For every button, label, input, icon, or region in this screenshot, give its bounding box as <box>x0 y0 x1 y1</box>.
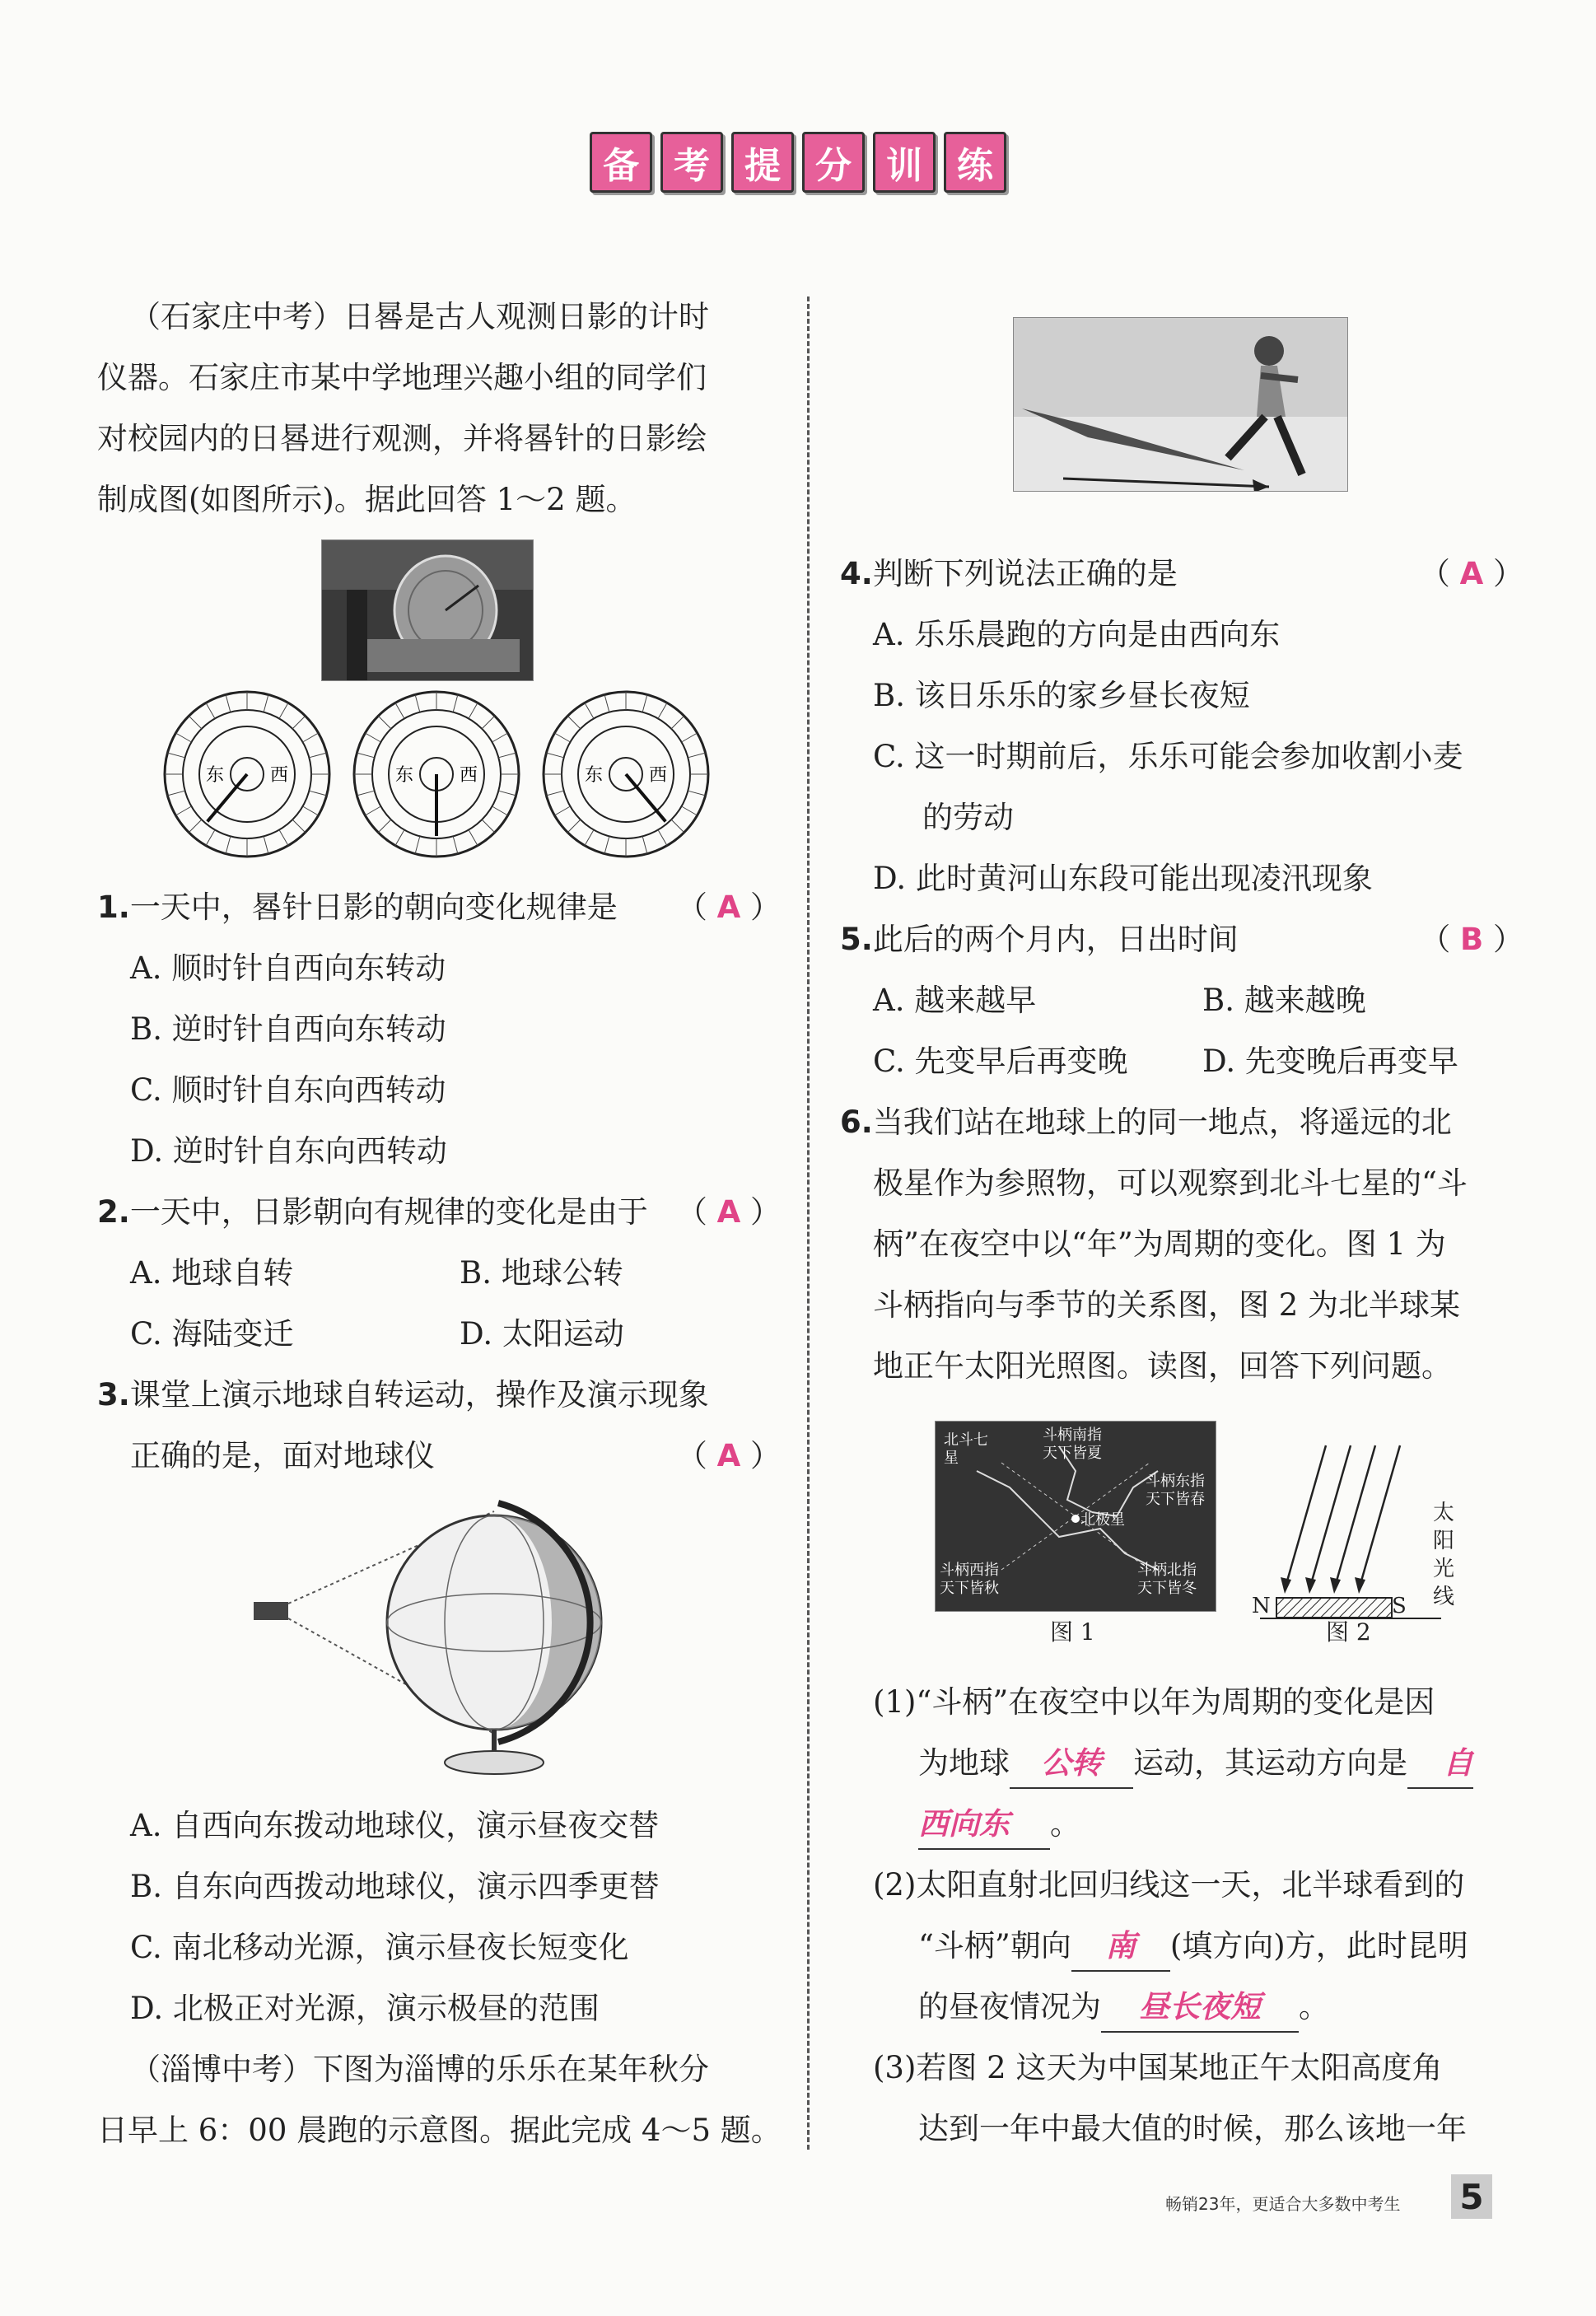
question-stem: 一天中，日影朝向有规律的变化是由于 <box>129 1194 648 1230</box>
dial-tick <box>303 733 319 742</box>
dial-tick <box>365 806 380 815</box>
question-stem: 极星作为参照物，可以观察到北斗七星的“斗 <box>873 1165 1468 1201</box>
question-number: 1. <box>97 890 130 925</box>
dial-tick <box>175 806 191 815</box>
subq-text: (填方向)方，此时昆明 <box>1169 1928 1468 1963</box>
fill-blank: 南 <box>1071 1921 1170 1972</box>
dial-east-label: 东 <box>585 765 604 786</box>
dial-tick <box>658 830 667 846</box>
dial-tick <box>546 791 563 796</box>
footer-slogan: 畅销23年，更适合大多数中考生 <box>1165 2194 1401 2214</box>
intro-text: （石家庄中考）日晷是古人观测日影的计时 <box>130 299 709 334</box>
dial-tick <box>378 819 391 833</box>
option: A. 地球自转 <box>130 1255 294 1291</box>
dial-tick <box>167 791 184 796</box>
sundial-diagrams <box>161 688 721 861</box>
intro-text: （淄博中考）下图为淄博的乐乐在某年秋分 <box>130 2052 709 2087</box>
question-stem: 地正午太阳光照图。读图，回答下列问题。 <box>873 1348 1452 1384</box>
option: A. 顺时针自西向东转动 <box>130 950 446 986</box>
dial-tick <box>175 733 191 742</box>
intro-text: 日早上 6：00 晨跑的示意图。据此完成 4～5 题。 <box>97 2113 782 2148</box>
question-stem: 判断下列说法正确的是 <box>872 556 1178 591</box>
dial-tick <box>492 733 508 742</box>
question-stem: 课堂上演示地球自转运动，操作及演示现象 <box>129 1377 709 1412</box>
dial-tick <box>206 703 215 718</box>
option: D. 此时黄河山东段可能出现凌汛现象 <box>873 861 1373 896</box>
dial-tick <box>482 716 495 729</box>
dial-tick <box>492 806 508 815</box>
dial-tick <box>395 703 404 718</box>
title-char: 练 <box>944 132 1006 193</box>
option: C. 南北移动光源，演示昼夜长短变化 <box>130 1930 629 1965</box>
big-dipper-figure <box>935 1421 1216 1612</box>
question-stem: 此后的两个月内，日出时间 <box>872 922 1239 957</box>
fill-blank: 自 <box>1407 1738 1473 1789</box>
intro-text: 仪器。石家庄市某中学地理兴趣小组的同学们 <box>97 360 707 395</box>
dial-tick <box>642 694 647 712</box>
option: B. 越来越晚 <box>1202 983 1366 1018</box>
option: D. 太阳运动 <box>460 1316 624 1352</box>
title-char: 提 <box>731 132 794 193</box>
dial-tick <box>688 791 705 796</box>
fig2-char: 阳 <box>1433 1529 1455 1553</box>
dial-west-label: 西 <box>460 765 478 786</box>
question-stem: 一天中，晷针日影的朝向变化规律是 <box>129 890 618 925</box>
page-number: 5 <box>1451 2174 1492 2219</box>
answer-bracket: （ B ） <box>1420 922 1524 957</box>
subq-text: 。 <box>1299 1989 1329 2024</box>
dial-tick <box>189 716 202 729</box>
question-stem: 正确的是，面对地球仪 <box>130 1438 435 1473</box>
dial-tick <box>567 819 581 833</box>
dial-tick <box>498 753 516 758</box>
intro-text: 对校园内的日晷进行观测，并将晷针的日影绘 <box>97 421 707 456</box>
dial-tick <box>415 694 420 712</box>
option: A. 乐乐晨跑的方向是由西向东 <box>873 617 1281 652</box>
option: B. 地球公转 <box>460 1255 623 1291</box>
dial-tick <box>604 694 609 712</box>
question-stem: 当我们站在地球上的同一地点，将遥远的北 <box>872 1104 1452 1140</box>
answer-letter: B <box>1460 922 1484 957</box>
answer-bracket: （ A ） <box>676 1438 781 1473</box>
dial-tick <box>264 694 268 712</box>
fig1-caption: 图 1 <box>1050 1618 1095 1646</box>
option: 的劳动 <box>922 800 1014 835</box>
option: B. 自东向西拨动地球仪，演示四季更替 <box>130 1869 660 1904</box>
option: D. 先变晚后再变早 <box>1202 1044 1458 1079</box>
dial-tick <box>395 830 404 846</box>
dial-west-label: 西 <box>270 765 289 786</box>
dial-east-label: 东 <box>206 765 225 786</box>
option: C. 这一时期前后，乐乐可能会参加收割小麦 <box>873 739 1463 774</box>
dial-tick <box>365 733 380 742</box>
option: B. 逆时针自西向东转动 <box>130 1011 446 1047</box>
dial-tick <box>546 753 563 758</box>
dial-tick <box>309 791 326 796</box>
dial-tick <box>642 836 647 853</box>
section-title <box>0 132 1596 193</box>
option: C. 海陆变迁 <box>130 1316 294 1352</box>
dial-tick <box>671 819 684 833</box>
dial-tick <box>453 694 458 712</box>
fig2-caption: 图 2 <box>1326 1618 1371 1646</box>
dial-tick <box>378 716 391 729</box>
dial-tick <box>453 836 458 853</box>
right-column <box>840 544 1524 1397</box>
answer-letter: A <box>716 1194 741 1230</box>
option: D. 逆时针自东向西转动 <box>130 1133 447 1169</box>
sundial-photo <box>321 539 534 681</box>
dial-tick <box>482 819 495 833</box>
answer-bracket: （ A ） <box>676 1194 781 1230</box>
dial-tick <box>585 703 594 718</box>
subq-text: (3)若图 2 这天为中国某地正午太阳高度角 <box>873 2050 1443 2085</box>
sunlight-figure <box>1244 1433 1458 1631</box>
fig2-s: S <box>1392 1594 1407 1618</box>
answer-letter: A <box>716 1438 741 1473</box>
subq-text: (1)“斗柄”在夜空中以年为周期的变化是因 <box>873 1684 1435 1720</box>
dial-tick <box>303 806 319 815</box>
fig1-label: 北极星 <box>1080 1511 1125 1529</box>
subq-text: 运动，其运动方向是 <box>1133 1745 1407 1781</box>
title-char: 备 <box>590 132 652 193</box>
dial-tick <box>264 836 268 853</box>
dial-tick <box>415 836 420 853</box>
dial-tick <box>682 806 698 815</box>
dial-tick <box>189 819 202 833</box>
left-column <box>97 287 781 530</box>
answer-bracket: （ A ） <box>1419 556 1524 591</box>
q3-options <box>97 1795 781 2161</box>
option: C. 顺时针自东向西转动 <box>130 1072 446 1108</box>
answer-letter: A <box>716 890 741 925</box>
fig2-n: N <box>1252 1594 1271 1618</box>
fill-blank: 昼长夜短 <box>1101 1982 1299 2033</box>
question-stem: 斗柄指向与季节的关系图，图 2 为北半球某 <box>873 1287 1461 1323</box>
fig2-char: 太 <box>1433 1501 1455 1525</box>
fig2-sunlight-label <box>1433 1499 1458 1611</box>
fig1-label: 斗柄北指天下皆冬 <box>1137 1562 1197 1597</box>
intro-text: 制成图(如图所示)。据此回答 1～2 题。 <box>97 482 637 517</box>
answer-bracket: （ A ） <box>676 890 781 925</box>
fig1-label: 斗柄东指天下皆春 <box>1146 1473 1205 1508</box>
dial-tick <box>226 836 231 853</box>
dial-tick <box>498 791 516 796</box>
subq-text: 为地球 <box>918 1745 1010 1781</box>
option: D. 北极正对光源，演示极昼的范围 <box>130 1991 600 2026</box>
subq-text: (2)太阳直射北回归线这一天，北半球看到的 <box>873 1867 1465 1903</box>
dial-tick <box>469 830 478 846</box>
question-stem: 柄”在夜空中以“年”为周期的变化。图 1 为 <box>873 1226 1446 1262</box>
question-number: 2. <box>97 1194 130 1230</box>
dial-tick <box>292 819 306 833</box>
fig1-label: 斗柄南指天下皆夏 <box>1043 1426 1102 1462</box>
dial-tick <box>226 694 231 712</box>
fig1-label: 斗柄西指天下皆秋 <box>940 1562 999 1597</box>
option: A. 自西向东拨动地球仪，演示昼夜交替 <box>130 1808 660 1843</box>
dial-tick <box>469 703 478 718</box>
dial-tick <box>688 753 705 758</box>
dial-tick <box>357 753 374 758</box>
subq-text: 达到一年中最大值的时候，那么该地一年 <box>918 2111 1467 2146</box>
dial-tick <box>671 716 684 729</box>
subq-text: 。 <box>1050 1806 1080 1842</box>
q1-block <box>97 877 781 1487</box>
globe-diagram <box>247 1495 642 1779</box>
dial-tick <box>567 716 581 729</box>
question-number: 4. <box>840 556 873 591</box>
fig2-char: 线 <box>1433 1585 1455 1609</box>
fig1-label: 北斗七星 <box>944 1431 988 1467</box>
dial-tick <box>206 830 215 846</box>
dial-tick <box>604 836 609 853</box>
dial-tick <box>658 703 667 718</box>
q6-subquestions <box>873 1672 1532 2160</box>
fill-blank: 公转 <box>1010 1738 1133 1789</box>
fill-blank: 西向东 <box>918 1799 1050 1850</box>
dial-east-label: 东 <box>395 765 414 786</box>
dial-tick <box>167 753 184 758</box>
question-number: 3. <box>97 1377 130 1412</box>
fig2-char: 光 <box>1433 1557 1455 1581</box>
dial-tick <box>309 753 326 758</box>
option: C. 先变早后再变晚 <box>873 1044 1128 1079</box>
answer-letter: A <box>1459 556 1484 591</box>
title-char: 考 <box>660 132 723 193</box>
dial-tick <box>279 830 288 846</box>
subq-text: “斗柄”朝向 <box>918 1928 1071 1963</box>
question-number: 5. <box>840 922 873 957</box>
title-char: 训 <box>873 132 936 193</box>
option: A. 越来越早 <box>873 983 1037 1018</box>
title-char: 分 <box>802 132 865 193</box>
dial-tick <box>357 791 374 796</box>
dial-tick <box>585 830 594 846</box>
dial-tick <box>554 733 570 742</box>
question-number: 6. <box>840 1104 873 1140</box>
runner-photo <box>1013 317 1348 492</box>
option: B. 该日乐乐的家乡昼长夜短 <box>873 678 1250 713</box>
subq-text: 的昼夜情况为 <box>918 1989 1101 2024</box>
dial-tick <box>554 806 570 815</box>
dial-tick <box>682 733 698 742</box>
dial-tick <box>292 716 306 729</box>
dial-tick <box>279 703 288 718</box>
dial-west-label: 西 <box>649 765 668 786</box>
column-divider <box>807 297 810 2150</box>
